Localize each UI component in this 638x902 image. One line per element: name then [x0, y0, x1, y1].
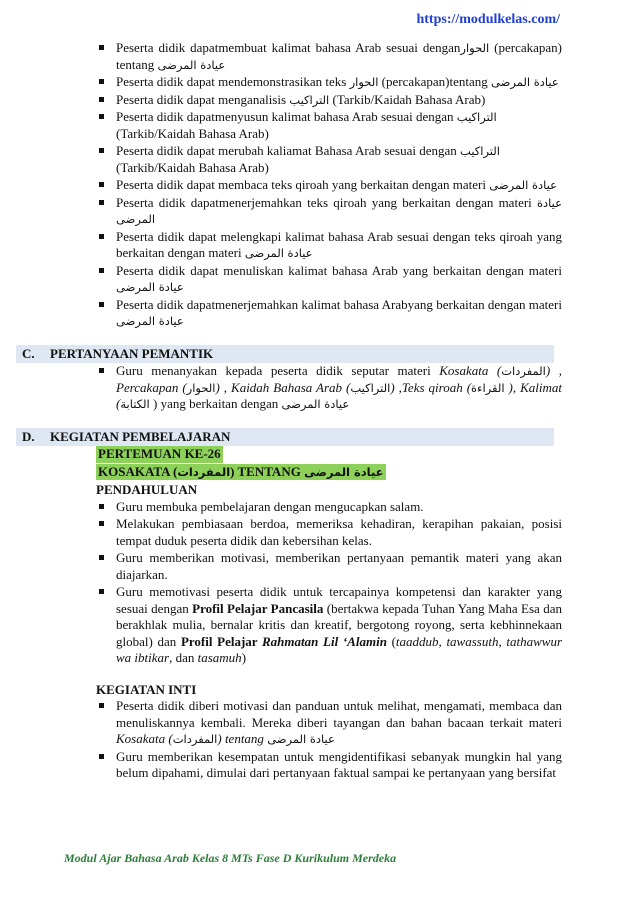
list-item: Peserta didik dapatmenerjemahkan teks qiroah yang berkaitan dengan materi عيادة المرضى	[96, 195, 562, 228]
section-c-heading	[16, 345, 554, 364]
list-item: Peserta didik dapat menganalisis التراكيب (Tarkib/Kaidah Bahasa Arab)	[96, 92, 562, 109]
list-item: Peserta didik diberi motivasi dan panduan untuk melihat, mengamati, membaca dan menuliskannya kembali. Mereka diberi tayangan dan bahan bacaan terkait materi Kosakata (المفردات) tentang عيادة المرضى	[96, 698, 562, 748]
list-item: Peserta didik dapatmenerjemahkan kalimat bahasa Arabyang berkaitan dengan materi عيادة المرضى	[96, 297, 562, 330]
core-list	[76, 698, 562, 782]
intro-title: PENDAHULUAN	[96, 482, 198, 497]
intro-list	[76, 499, 562, 667]
list-item: Peserta didik dapatmenyusun kalimat bahasa Arab sesuai dengan التراكيب (Tarkib/Kaidah Bahasa Arab)	[96, 109, 562, 142]
footer-text: Modul Ajar Bahasa Arab Kelas 8 MTs Fase D Kurikulum Merdeka	[64, 851, 397, 865]
list-item: Guru membuka pembelajaran dengan mengucapkan salam.	[96, 499, 562, 516]
list-item: Melakukan pembiasaan berdoa, memeriksa kehadiran, kerapihan pakaian, posisi tempat duduk peserta didik dan kebersihan kelas.	[96, 516, 562, 549]
section-d-title: KEGIATAN PEMBELAJARAN	[50, 428, 231, 444]
list-item: Guru memotivasi peserta didik untuk tercapainya kompetensi dan karakter yang sesuai dengan Profil Pelajar Pancasila (bertakwa kepada Tuhan Yang Maha Esa dan berakhlak mulia, bernalar kritis dan kreatif, bergotong royong, serta kebhinnekaan global) dan Profil Pelajar Rahmatan Lil ‘Alamin (taaddub, tawassuth, tathawwur wa ibtikar, dan tasamuh)	[96, 584, 562, 667]
section-c-title: PERTANYAAN PEMANTIK	[50, 345, 214, 361]
section-c-number: C.	[22, 345, 35, 361]
header-url[interactable]: https://modulkelas.com/	[416, 12, 560, 27]
list-item: Peserta didik dapat menuliskan kalimat bahasa Arab yang berkaitan dengan materi عيادة المرضى	[96, 263, 562, 296]
list-item: Guru memberikan kesempatan untuk mengidentifikasi sebanyak mungkin hal yang belum dipahami, dimulai dari pertanyaan faktual sampai ke pertanyaan yang bersifat	[96, 749, 562, 782]
list-item: Peserta didik dapat membaca teks qiroah yang berkaitan dengan materi عيادة المرضى	[96, 177, 562, 194]
meeting-label: PERTEMUAN KE-26	[98, 446, 221, 461]
section-d-number: D.	[22, 428, 35, 444]
list-item: Peserta didik dapat merubah kaliamat Bahasa Arab sesuai dengan التراكيب (Tarkib/Kaidah Bahasa Arab)	[96, 143, 562, 176]
section-c-list	[76, 363, 562, 413]
list-item: Peserta didik dapatmembuat kalimat bahasa Arab sesuai denganالحوار (percakapan) tentang عيادة المرضى	[96, 40, 562, 73]
page-content	[22, 40, 563, 783]
list-item: Guru menanyakan kepada peserta didik seputar materi Kosakata (المفردات) , Percakapan (الحوار) , Kaidah Bahasa Arab (التراكيب) ,Teks qiroah (القراءة ), Kalimat (الكتابة ) yang berkaitan dengan عيادة المرضى	[96, 363, 562, 413]
section-d-heading	[16, 428, 554, 447]
list-item: Peserta didik dapat melengkapi kalimat bahasa Arab sesuai dengan teks qiroah yang berkaitan dengan materi عيادة المرضى	[96, 229, 562, 262]
topic-label: KOSAKATA (المفردات) TENTANG عيادة المرضى	[98, 463, 384, 479]
core-title: KEGIATAN INTI	[96, 681, 197, 697]
list-item: Guru memberikan motivasi, memberikan pertanyaan pemantik materi yang akan diajarkan.	[96, 550, 562, 583]
objectives-list	[76, 40, 562, 330]
list-item: Peserta didik dapat mendemonstrasikan teks الحوار (percakapan)tentang عيادة المرضى	[96, 74, 562, 91]
